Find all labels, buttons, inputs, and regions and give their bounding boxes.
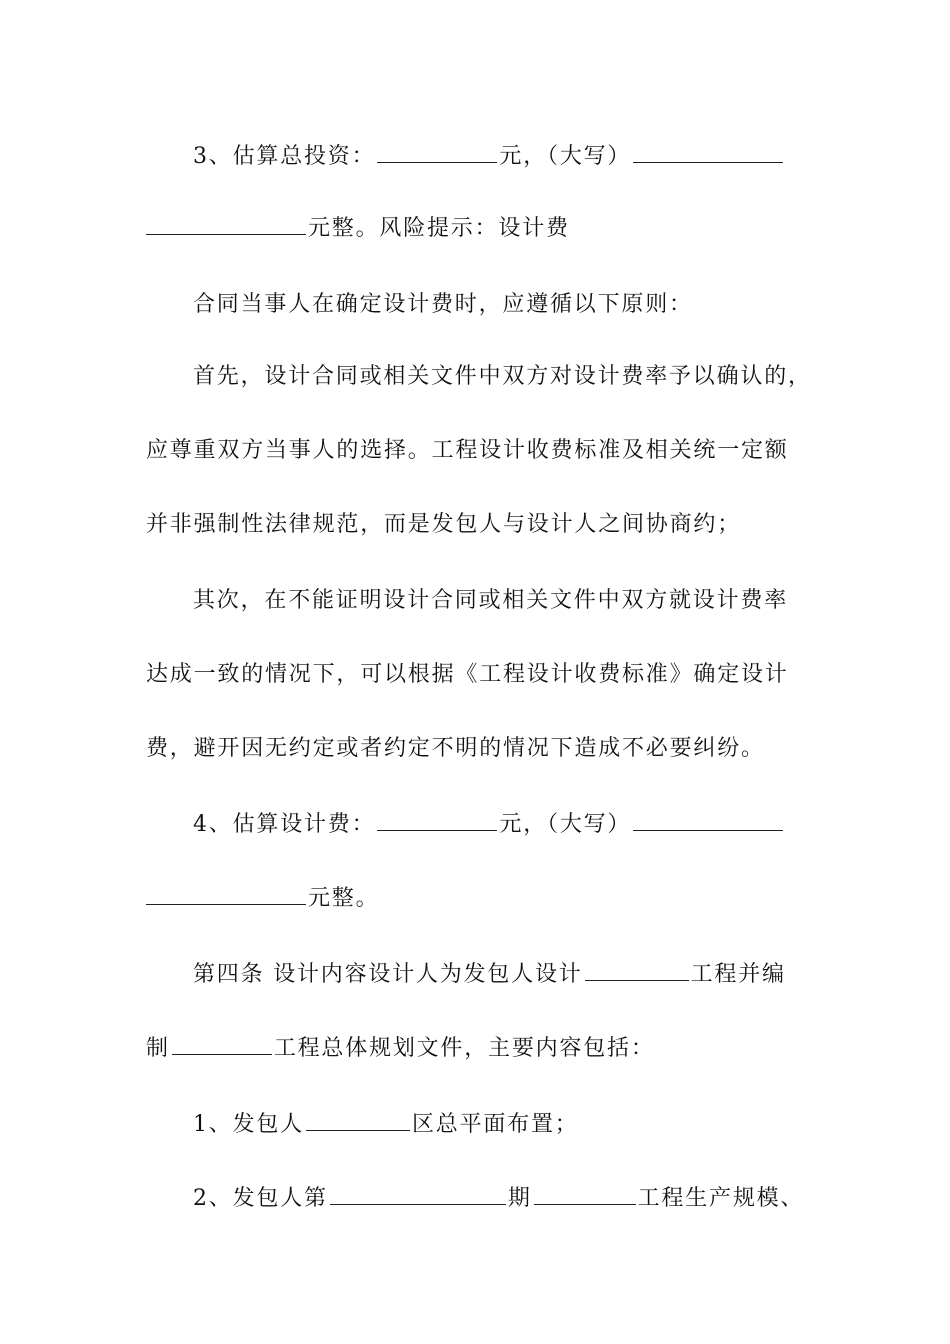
item3-daxie-label: （大写） <box>547 144 632 169</box>
second-principle-line1: 其次，在不能证明设计合同或相关文件中双方就设计费率 <box>193 588 789 613</box>
item3-unit: 元， <box>499 144 548 169</box>
item4-daxie-label: （大写） <box>547 812 632 837</box>
article4-part1: 第四条 设计内容设计人为发包人设计 <box>193 962 583 987</box>
sub2-suffix: 工程生产规模、 <box>637 1186 805 1211</box>
item3-daxie-blank-2 <box>146 212 306 235</box>
item4-prefix: 4、估算设计费： <box>193 812 376 837</box>
article4-part2: 工程并编 <box>690 962 786 987</box>
item3-daxie-blank <box>633 140 783 163</box>
item4-amount-blank <box>377 808 497 831</box>
item4-daxie-blank <box>633 808 783 831</box>
article4-part3: 制 <box>146 1036 170 1061</box>
principle-intro: 合同当事人在确定设计费时，应遵循以下原则： <box>193 292 693 317</box>
sub2-project-blank <box>534 1182 636 1205</box>
article4-line1 <box>193 958 786 990</box>
sub-item2 <box>193 1182 804 1214</box>
first-principle-line1: 首先，设计合同或相关文件中双方对设计费率予以确认的， <box>193 364 812 389</box>
first-principle-line2: 应尊重双方当事人的选择。工程设计收费标准及相关统一定额 <box>146 438 789 463</box>
sub2-phase-blank <box>330 1182 506 1205</box>
sub1-suffix: 区总平面布置； <box>412 1112 579 1137</box>
sub1-area-blank <box>306 1108 410 1131</box>
sub1-prefix: 1、发包人 <box>193 1112 304 1137</box>
item3-amount-blank <box>377 140 497 163</box>
first-principle-line3: 并非强制性法律规范，而是发包人与设计人之间协商约； <box>146 512 742 537</box>
sub2-mid: 期 <box>507 1186 532 1211</box>
sub2-prefix: 2、发包人第 <box>193 1186 328 1211</box>
article4-plan-blank <box>172 1032 272 1055</box>
article4-project-blank <box>585 958 689 981</box>
sub-item1 <box>193 1108 579 1140</box>
item4-line2 <box>146 882 379 914</box>
item4-daxie-blank-2 <box>146 882 306 905</box>
article4-part4: 工程总体规划文件，主要内容包括： <box>273 1036 655 1061</box>
item3-line1 <box>193 140 785 172</box>
item3-prefix: 3、估算总投资： <box>193 144 376 169</box>
item3-line2 <box>146 212 570 244</box>
second-principle-line2: 达成一致的情况下，可以根据《工程设计收费标准》确定设计 <box>146 662 789 687</box>
second-principle-line3: 费，避开因无约定或者约定不明的情况下造成不必要纠纷。 <box>146 736 765 761</box>
item4-line1 <box>193 808 785 840</box>
item3-suffix: 元整。风险提示：设计费 <box>308 216 570 241</box>
item4-suffix: 元整。 <box>308 886 380 911</box>
item4-unit: 元， <box>499 812 548 837</box>
article4-line2 <box>146 1032 655 1064</box>
